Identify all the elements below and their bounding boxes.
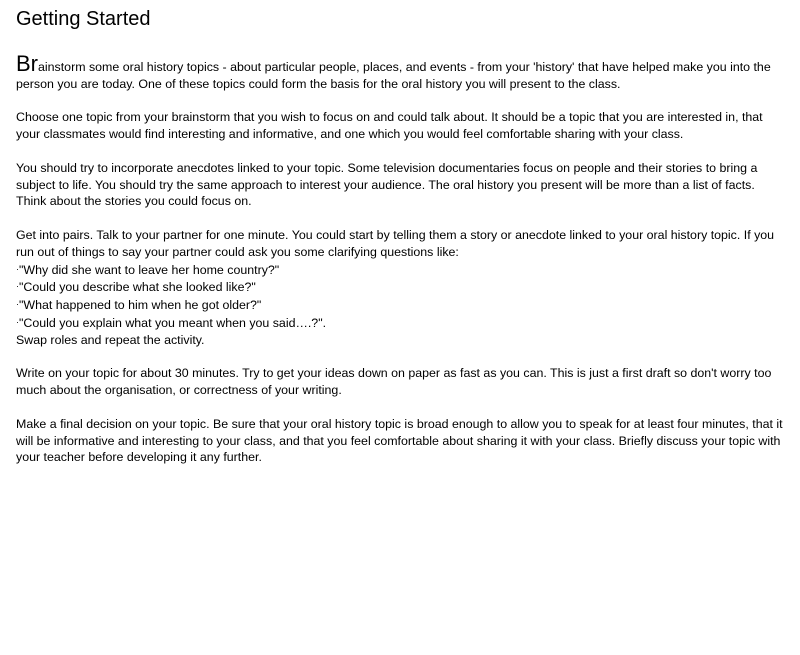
bullet-icon: · bbox=[16, 281, 19, 292]
question-item bbox=[16, 296, 786, 314]
paragraph-write: Write on your topic for about 30 minutes. Try to get your ideas down on paper as fast as you can. This is just a first draft so don't worry too much about the organisation, or correctness of your writing. bbox=[16, 366, 772, 398]
question-text: "Could you explain what you meant when you said….?". bbox=[19, 315, 327, 330]
paragraph-pairs-intro: Get into pairs. Talk to your partner for one minute. You could start by telling them a story or anecdote linked to your oral history topic. If you run out of things to say your partner could ask you some clarifying questions like: bbox=[16, 227, 775, 259]
question-text: "Why did she want to leave her home country?" bbox=[19, 262, 280, 277]
question-item bbox=[16, 261, 786, 279]
paragraph-final-decision: Make a final decision on your topic. Be sure that your oral history topic is broad enough to allow you to speak for at least four minutes, that it will be informative and interesting to your class, and that you feel comfortable about sharing it with your class. Briefly discuss your topic with your teacher before developing it any further. bbox=[16, 416, 783, 465]
drop-cap: Br bbox=[16, 51, 38, 76]
page-title: Getting Started bbox=[16, 8, 151, 30]
question-text: "Could you describe what she looked like?" bbox=[19, 280, 256, 295]
paragraph-choose-topic: Choose one topic from your brainstorm that you wish to focus on and could talk about. It should be a topic that you are interested in, that your classmates would find interesting and informative, and one which you would feel comfortable sharing with your class. bbox=[16, 110, 763, 142]
bullet-icon: · bbox=[16, 316, 19, 327]
paragraph-anecdotes: You should try to incorporate anecdotes linked to your topic. Some television documentaries focus on people and their stories to bring a subject to life. You should try the same approach to interest your audience. The oral history you present will be more than a list of facts. Think about the stories you could focus on. bbox=[16, 160, 758, 209]
paragraph-brainstorm bbox=[16, 51, 786, 93]
question-text: "What happened to him when he got older?" bbox=[19, 298, 262, 313]
paragraph-pairs-outro: Swap roles and repeat the activity. bbox=[16, 332, 205, 347]
bullet-icon: · bbox=[16, 299, 19, 310]
question-item bbox=[16, 314, 786, 332]
paragraph-brainstorm-text: ainstorm some oral history topics - about particular people, places, and events - from your 'history' that have helped make you into the person you are today. One of these topics could form the basis for the oral history you will present to the class. bbox=[16, 60, 771, 91]
bullet-icon: · bbox=[16, 263, 19, 274]
question-item bbox=[16, 278, 786, 296]
paragraph-pairs bbox=[16, 227, 786, 349]
